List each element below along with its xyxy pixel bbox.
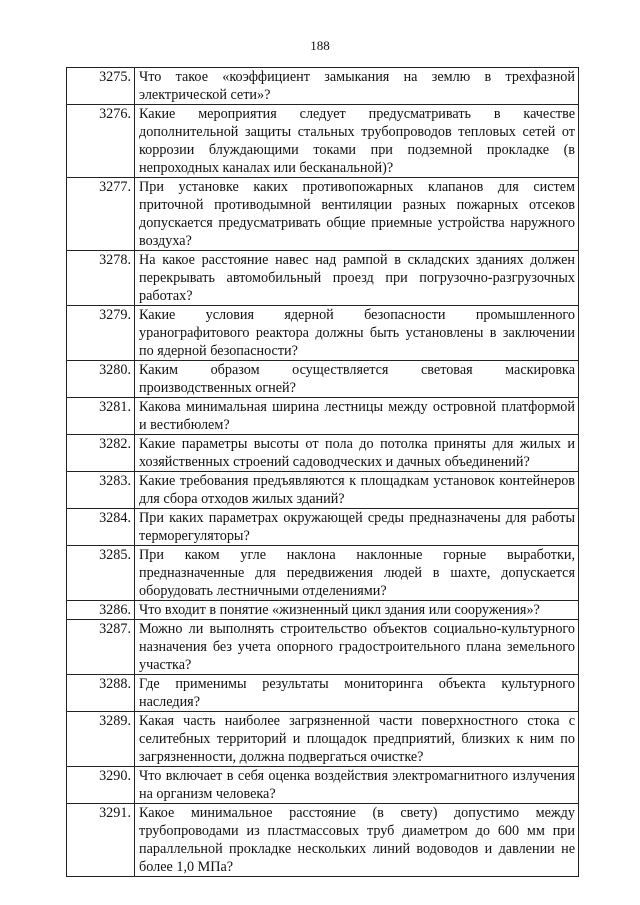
page-number: 188: [310, 38, 330, 53]
question-text: Какие мероприятия следует предусматривать в качестве дополнительной защиты стальных трубопроводов тепловых сетей от коррозии блуждающими токами при подземной прокладке (в непроходных каналах или бесканальной)?: [135, 105, 579, 178]
question-number: 3283.: [67, 472, 135, 509]
question-row: [67, 620, 579, 675]
question-number: 3279.: [67, 306, 135, 361]
question-text: Что такое «коэффициент замыкания на землю в трехфазной электрической сети»?: [135, 68, 579, 105]
question-row: [67, 767, 579, 804]
question-row: [67, 509, 579, 546]
question-row: [67, 601, 579, 620]
question-row: [67, 804, 579, 877]
questions-table: [66, 67, 579, 877]
question-number: 3282.: [67, 435, 135, 472]
question-text: При установке каких противопожарных клапанов для систем приточной противодымной вентиляции разных пожарных отсеков допускается предусматривать общие приемные устройства наружного воздуха?: [135, 178, 579, 251]
question-number: 3285.: [67, 546, 135, 601]
question-number: 3278.: [67, 251, 135, 306]
question-row: [67, 68, 579, 105]
question-number: 3280.: [67, 361, 135, 398]
question-number: 3281.: [67, 398, 135, 435]
question-number: 3287.: [67, 620, 135, 675]
question-text: Каким образом осуществляется световая маскировка производственных огней?: [135, 361, 579, 398]
question-text: Какая часть наиболее загрязненной части поверхностного стока с селитебных территорий и площадок предприятий, близких к ним по загрязненности, должна подвергаться очистке?: [135, 712, 579, 767]
question-row: [67, 251, 579, 306]
question-number: 3276.: [67, 105, 135, 178]
question-row: [67, 361, 579, 398]
question-text: Какие условия ядерной безопасности промышленного уранографитового реактора должны быть установлены в заключении по ядерной безопасности?: [135, 306, 579, 361]
question-text: Где применимы результаты мониторинга объекта культурного наследия?: [135, 675, 579, 712]
question-text: На какое расстояние навес над рампой в складских зданиях должен перекрывать автомобильный проезд при погрузочно-разгрузочных работах?: [135, 251, 579, 306]
question-number: 3286.: [67, 601, 135, 620]
questions-table-body: [67, 68, 579, 877]
question-text: При каких параметрах окружающей среды предназначены для работы терморегуляторы?: [135, 509, 579, 546]
question-number: 3289.: [67, 712, 135, 767]
question-row: [67, 105, 579, 178]
question-number: 3275.: [67, 68, 135, 105]
question-text: При каком угле наклона наклонные горные выработки, предназначенные для передвижения людей в шахте, допускается оборудовать лестничными отделениями?: [135, 546, 579, 601]
question-row: [67, 178, 579, 251]
question-row: [67, 675, 579, 712]
question-row: [67, 435, 579, 472]
question-text: Какие требования предъявляются к площадкам установок контейнеров для сбора отходов жилых зданий?: [135, 472, 579, 509]
question-text: Можно ли выполнять строительство объектов социально-культурного назначения без учета опорного градостроительного плана земельного участка?: [135, 620, 579, 675]
question-number: 3288.: [67, 675, 135, 712]
question-number: 3290.: [67, 767, 135, 804]
question-row: [67, 712, 579, 767]
question-row: [67, 546, 579, 601]
question-number: 3284.: [67, 509, 135, 546]
question-text: Что входит в понятие «жизненный цикл здания или сооружения»?: [135, 601, 579, 620]
question-text: Какие параметры высоты от пола до потолка приняты для жилых и хозяйственных строений садоводческих и дачных объединений?: [135, 435, 579, 472]
question-row: [67, 306, 579, 361]
question-text: Что включает в себя оценка воздействия электромагнитного излучения на организм человека?: [135, 767, 579, 804]
question-row: [67, 472, 579, 509]
question-row: [67, 398, 579, 435]
question-number: 3277.: [67, 178, 135, 251]
question-text: Какое минимальное расстояние (в свету) допустимо между трубопроводами из пластмассовых труб диаметром до 600 мм при параллельной прокладке нескольких линий водоводов и давлении не более 1,0 МПа?: [135, 804, 579, 877]
question-number: 3291.: [67, 804, 135, 877]
question-text: Какова минимальная ширина лестницы между островной платформой и вестибюлем?: [135, 398, 579, 435]
